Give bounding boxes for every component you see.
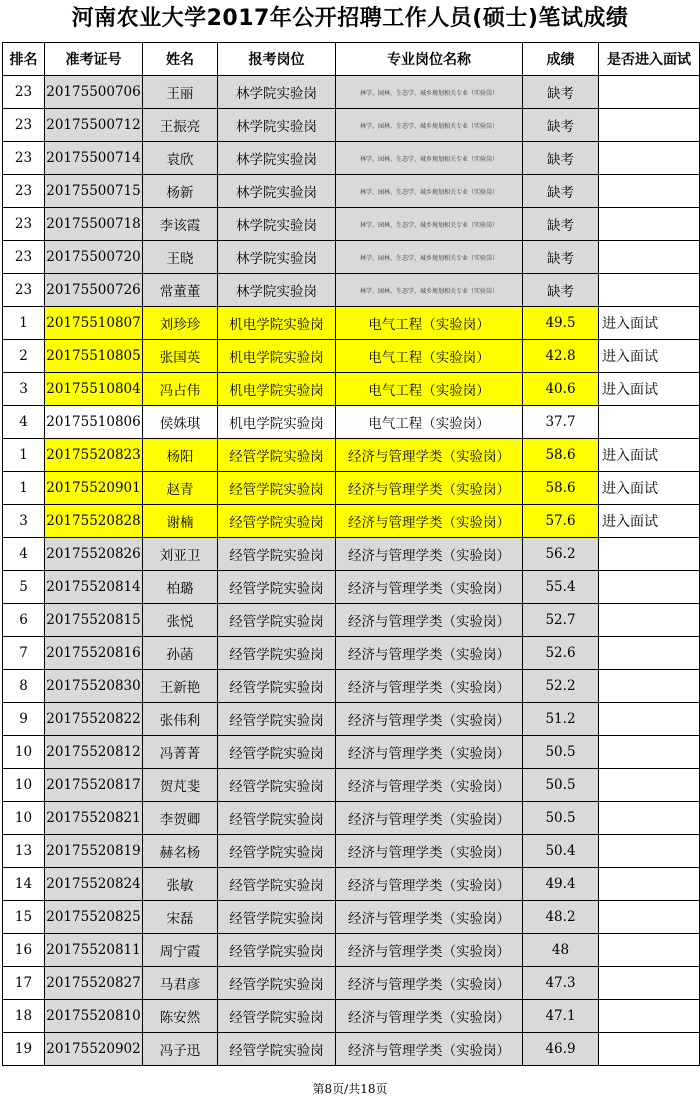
- post-cell: 经管学院实验岗: [218, 901, 336, 934]
- post-cell: 经管学院实验岗: [218, 769, 336, 802]
- exam-id-cell: 20175510806: [45, 406, 143, 439]
- rank-cell: 23: [3, 241, 45, 274]
- major-cell: 经济与管理学类（实验岗）: [336, 967, 523, 1000]
- score-cell: 42.8: [523, 340, 599, 373]
- exam-id-cell: 20175510804: [45, 373, 143, 406]
- score-cell: 缺考: [523, 274, 599, 307]
- exam-id-cell: 20175520814: [45, 571, 143, 604]
- rank-cell: 23: [3, 208, 45, 241]
- interview-cell: [599, 703, 700, 736]
- post-cell: 林学院实验岗: [218, 142, 336, 175]
- table-row: [3, 406, 700, 439]
- interview-cell: [599, 769, 700, 802]
- table-row: [3, 637, 700, 670]
- rank-cell: 10: [3, 769, 45, 802]
- table-body: [3, 76, 700, 1066]
- interview-cell: [599, 802, 700, 835]
- name-cell: 杨新: [143, 175, 218, 208]
- table-row: [3, 967, 700, 1000]
- score-cell: 57.6: [523, 505, 599, 538]
- name-cell: 赵青: [143, 472, 218, 505]
- name-cell: 常董董: [143, 274, 218, 307]
- table-row: [3, 241, 700, 274]
- score-cell: 52.6: [523, 637, 599, 670]
- interview-cell: [599, 538, 700, 571]
- post-cell: 机电学院实验岗: [218, 307, 336, 340]
- post-cell: 林学院实验岗: [218, 274, 336, 307]
- exam-id-cell: 20175510807: [45, 307, 143, 340]
- table-row: [3, 604, 700, 637]
- rank-cell: 1: [3, 472, 45, 505]
- exam-id-cell: 20175520827: [45, 967, 143, 1000]
- name-cell: 贺芃斐: [143, 769, 218, 802]
- major-cell: 经济与管理学类（实验岗）: [336, 505, 523, 538]
- score-cell: 50.5: [523, 802, 599, 835]
- score-cell: 52.2: [523, 670, 599, 703]
- rank-cell: 19: [3, 1033, 45, 1066]
- scores-table: [2, 42, 700, 1066]
- exam-id-cell: 20175520824: [45, 868, 143, 901]
- table-row: [3, 340, 700, 373]
- table-row: [3, 868, 700, 901]
- name-cell: 刘珍珍: [143, 307, 218, 340]
- rank-cell: 15: [3, 901, 45, 934]
- exam-id-cell: 20175520826: [45, 538, 143, 571]
- name-cell: 王晓: [143, 241, 218, 274]
- major-cell: 经济与管理学类（实验岗）: [336, 472, 523, 505]
- exam-id-cell: 20175520816: [45, 637, 143, 670]
- major-cell: 电气工程（实验岗）: [336, 373, 523, 406]
- interview-cell: [599, 571, 700, 604]
- rank-cell: 23: [3, 109, 45, 142]
- major-cell: 经济与管理学类（实验岗）: [336, 1033, 523, 1066]
- name-cell: 张悦: [143, 604, 218, 637]
- major-cell: 林学、园林、生态学、城乡规划相关专业（实验岗）: [336, 142, 523, 175]
- name-cell: 冯子迅: [143, 1033, 218, 1066]
- interview-cell: [599, 934, 700, 967]
- exam-id-cell: 20175500712: [45, 109, 143, 142]
- major-cell: 经济与管理学类（实验岗）: [336, 670, 523, 703]
- score-cell: 49.5: [523, 307, 599, 340]
- rank-cell: 8: [3, 670, 45, 703]
- interview-cell: [599, 1033, 700, 1066]
- score-cell: 47.1: [523, 1000, 599, 1033]
- major-cell: 经济与管理学类（实验岗）: [336, 901, 523, 934]
- rank-cell: 17: [3, 967, 45, 1000]
- exam-id-cell: 20175520812: [45, 736, 143, 769]
- name-cell: 马君彦: [143, 967, 218, 1000]
- interview-cell: 进入面试: [599, 505, 700, 538]
- exam-id-cell: 20175520830: [45, 670, 143, 703]
- exam-id-cell: 20175500715: [45, 175, 143, 208]
- major-cell: 电气工程（实验岗）: [336, 340, 523, 373]
- score-cell: 缺考: [523, 142, 599, 175]
- major-cell: 经济与管理学类（实验岗）: [336, 1000, 523, 1033]
- score-cell: 56.2: [523, 538, 599, 571]
- rank-cell: 9: [3, 703, 45, 736]
- name-cell: 李贺卿: [143, 802, 218, 835]
- post-cell: 林学院实验岗: [218, 208, 336, 241]
- name-cell: 杨阳: [143, 439, 218, 472]
- major-cell: 经济与管理学类（实验岗）: [336, 538, 523, 571]
- post-cell: 经管学院实验岗: [218, 505, 336, 538]
- post-cell: 经管学院实验岗: [218, 1033, 336, 1066]
- score-cell: 46.9: [523, 1033, 599, 1066]
- name-cell: 王振亮: [143, 109, 218, 142]
- major-cell: 电气工程（实验岗）: [336, 406, 523, 439]
- name-cell: 刘亚卫: [143, 538, 218, 571]
- name-cell: 孙菡: [143, 637, 218, 670]
- exam-id-cell: 20175520819: [45, 835, 143, 868]
- exam-id-cell: 20175510805: [45, 340, 143, 373]
- score-cell: 55.4: [523, 571, 599, 604]
- table-row: [3, 769, 700, 802]
- exam-id-cell: 20175500706: [45, 76, 143, 109]
- major-cell: 经济与管理学类（实验岗）: [336, 637, 523, 670]
- table-row: [3, 538, 700, 571]
- table-row: [3, 373, 700, 406]
- exam-id-cell: 20175520902: [45, 1033, 143, 1066]
- exam-id-cell: 20175520815: [45, 604, 143, 637]
- rank-cell: 18: [3, 1000, 45, 1033]
- table-row: [3, 736, 700, 769]
- table-row: [3, 76, 700, 109]
- table-row: [3, 109, 700, 142]
- exam-id-cell: 20175520810: [45, 1000, 143, 1033]
- table-row: [3, 472, 700, 505]
- score-cell: 48: [523, 934, 599, 967]
- header-exam-id: 准考证号: [45, 43, 143, 76]
- score-cell: 58.6: [523, 439, 599, 472]
- interview-cell: [599, 406, 700, 439]
- name-cell: 张敏: [143, 868, 218, 901]
- post-cell: 经管学院实验岗: [218, 571, 336, 604]
- name-cell: 侯姝琪: [143, 406, 218, 439]
- post-cell: 林学院实验岗: [218, 175, 336, 208]
- post-cell: 经管学院实验岗: [218, 835, 336, 868]
- exam-id-cell: 20175520817: [45, 769, 143, 802]
- score-cell: 50.5: [523, 769, 599, 802]
- rank-cell: 14: [3, 868, 45, 901]
- table-row: [3, 835, 700, 868]
- header-major: 专业岗位名称: [336, 43, 523, 76]
- header-name: 姓名: [143, 43, 218, 76]
- post-cell: 机电学院实验岗: [218, 340, 336, 373]
- score-cell: 缺考: [523, 109, 599, 142]
- major-cell: 电气工程（实验岗）: [336, 307, 523, 340]
- interview-cell: [599, 175, 700, 208]
- rank-cell: 10: [3, 736, 45, 769]
- post-cell: 经管学院实验岗: [218, 1000, 336, 1033]
- rank-cell: 23: [3, 274, 45, 307]
- rank-cell: 16: [3, 934, 45, 967]
- table-row: [3, 901, 700, 934]
- rank-cell: 4: [3, 538, 45, 571]
- post-cell: 林学院实验岗: [218, 109, 336, 142]
- post-cell: 经管学院实验岗: [218, 934, 336, 967]
- exam-id-cell: 20175520825: [45, 901, 143, 934]
- major-cell: 经济与管理学类（实验岗）: [336, 736, 523, 769]
- rank-cell: 7: [3, 637, 45, 670]
- post-cell: 经管学院实验岗: [218, 439, 336, 472]
- interview-cell: 进入面试: [599, 373, 700, 406]
- post-cell: 经管学院实验岗: [218, 670, 336, 703]
- interview-cell: [599, 274, 700, 307]
- table-row: [3, 1033, 700, 1066]
- table-row: [3, 934, 700, 967]
- major-cell: 经济与管理学类（实验岗）: [336, 769, 523, 802]
- name-cell: 王丽: [143, 76, 218, 109]
- post-cell: 经管学院实验岗: [218, 538, 336, 571]
- rank-cell: 2: [3, 340, 45, 373]
- major-cell: 经济与管理学类（实验岗）: [336, 571, 523, 604]
- name-cell: 张伟利: [143, 703, 218, 736]
- score-cell: 缺考: [523, 208, 599, 241]
- rank-cell: 6: [3, 604, 45, 637]
- rank-cell: 3: [3, 373, 45, 406]
- score-cell: 58.6: [523, 472, 599, 505]
- name-cell: 袁欣: [143, 142, 218, 175]
- name-cell: 谢楠: [143, 505, 218, 538]
- document-title: 河南农业大学2017年公开招聘工作人员(硕士)笔试成绩: [71, 6, 629, 31]
- exam-id-cell: 20175520828: [45, 505, 143, 538]
- interview-cell: [599, 109, 700, 142]
- table-row: [3, 142, 700, 175]
- major-cell: 林学、园林、生态学、城乡规划相关专业（实验岗）: [336, 76, 523, 109]
- exam-id-cell: 20175520811: [45, 934, 143, 967]
- major-cell: 经济与管理学类（实验岗）: [336, 835, 523, 868]
- score-cell: 48.2: [523, 901, 599, 934]
- table-row: [3, 571, 700, 604]
- table-row: [3, 505, 700, 538]
- name-cell: 陈安然: [143, 1000, 218, 1033]
- interview-cell: 进入面试: [599, 472, 700, 505]
- post-cell: 经管学院实验岗: [218, 967, 336, 1000]
- exam-id-cell: 20175500726: [45, 274, 143, 307]
- rank-cell: 10: [3, 802, 45, 835]
- name-cell: 赫名杨: [143, 835, 218, 868]
- interview-cell: [599, 670, 700, 703]
- table-row: [3, 274, 700, 307]
- name-cell: 李该霞: [143, 208, 218, 241]
- exam-id-cell: 20175500714: [45, 142, 143, 175]
- rank-cell: 13: [3, 835, 45, 868]
- page-footer: 第8页/共18页: [312, 1082, 388, 1096]
- score-cell: 50.4: [523, 835, 599, 868]
- post-cell: 经管学院实验岗: [218, 736, 336, 769]
- major-cell: 经济与管理学类（实验岗）: [336, 802, 523, 835]
- post-cell: 林学院实验岗: [218, 241, 336, 274]
- rank-cell: 23: [3, 142, 45, 175]
- score-cell: 50.5: [523, 736, 599, 769]
- name-cell: 宋磊: [143, 901, 218, 934]
- major-cell: 经济与管理学类（实验岗）: [336, 604, 523, 637]
- header-post: 报考岗位: [218, 43, 336, 76]
- major-cell: 经济与管理学类（实验岗）: [336, 439, 523, 472]
- header-interview: 是否进入面试: [599, 43, 700, 76]
- name-cell: 柏璐: [143, 571, 218, 604]
- name-cell: 冯菁菁: [143, 736, 218, 769]
- table-row: [3, 703, 700, 736]
- interview-cell: [599, 208, 700, 241]
- post-cell: 经管学院实验岗: [218, 703, 336, 736]
- score-cell: 49.4: [523, 868, 599, 901]
- rank-cell: 5: [3, 571, 45, 604]
- name-cell: 王新艳: [143, 670, 218, 703]
- name-cell: 张国英: [143, 340, 218, 373]
- post-cell: 经管学院实验岗: [218, 802, 336, 835]
- exam-id-cell: 20175500718: [45, 208, 143, 241]
- header-rank: 排名: [3, 43, 45, 76]
- major-cell: 林学、园林、生态学、城乡规划相关专业（实验岗）: [336, 109, 523, 142]
- rank-cell: 1: [3, 307, 45, 340]
- table-row: [3, 1000, 700, 1033]
- table-row: [3, 175, 700, 208]
- exam-id-cell: 20175520821: [45, 802, 143, 835]
- major-cell: 林学、园林、生态学、城乡规划相关专业（实验岗）: [336, 175, 523, 208]
- post-cell: 经管学院实验岗: [218, 868, 336, 901]
- interview-cell: [599, 604, 700, 637]
- score-cell: 37.7: [523, 406, 599, 439]
- exam-id-cell: 20175520901: [45, 472, 143, 505]
- interview-cell: [599, 736, 700, 769]
- header-score: 成绩: [523, 43, 599, 76]
- post-cell: 经管学院实验岗: [218, 604, 336, 637]
- name-cell: 冯占伟: [143, 373, 218, 406]
- rank-cell: 23: [3, 175, 45, 208]
- interview-cell: [599, 76, 700, 109]
- score-cell: 51.2: [523, 703, 599, 736]
- major-cell: 林学、园林、生态学、城乡规划相关专业（实验岗）: [336, 208, 523, 241]
- interview-cell: [599, 901, 700, 934]
- major-cell: 经济与管理学类（实验岗）: [336, 868, 523, 901]
- table-row: [3, 307, 700, 340]
- score-cell: 52.7: [523, 604, 599, 637]
- rank-cell: 1: [3, 439, 45, 472]
- rank-cell: 4: [3, 406, 45, 439]
- post-cell: 机电学院实验岗: [218, 406, 336, 439]
- interview-cell: [599, 241, 700, 274]
- interview-cell: 进入面试: [599, 340, 700, 373]
- score-cell: 缺考: [523, 241, 599, 274]
- interview-cell: [599, 1000, 700, 1033]
- score-cell: 47.3: [523, 967, 599, 1000]
- exam-id-cell: 20175520822: [45, 703, 143, 736]
- major-cell: 经济与管理学类（实验岗）: [336, 934, 523, 967]
- table-row: [3, 802, 700, 835]
- rank-cell: 3: [3, 505, 45, 538]
- table-header-row: [3, 43, 700, 76]
- post-cell: 经管学院实验岗: [218, 637, 336, 670]
- score-cell: 缺考: [523, 76, 599, 109]
- interview-cell: 进入面试: [599, 439, 700, 472]
- interview-cell: [599, 637, 700, 670]
- interview-cell: [599, 142, 700, 175]
- major-cell: 林学、园林、生态学、城乡规划相关专业（实验岗）: [336, 274, 523, 307]
- post-cell: 机电学院实验岗: [218, 373, 336, 406]
- interview-cell: [599, 835, 700, 868]
- table-row: [3, 208, 700, 241]
- interview-cell: 进入面试: [599, 307, 700, 340]
- exam-id-cell: 20175520823: [45, 439, 143, 472]
- interview-cell: [599, 868, 700, 901]
- major-cell: 经济与管理学类（实验岗）: [336, 703, 523, 736]
- exam-id-cell: 20175500720: [45, 241, 143, 274]
- table-row: [3, 439, 700, 472]
- post-cell: 经管学院实验岗: [218, 472, 336, 505]
- name-cell: 周宁霞: [143, 934, 218, 967]
- table-row: [3, 670, 700, 703]
- major-cell: 林学、园林、生态学、城乡规划相关专业（实验岗）: [336, 241, 523, 274]
- post-cell: 林学院实验岗: [218, 76, 336, 109]
- rank-cell: 23: [3, 76, 45, 109]
- score-cell: 缺考: [523, 175, 599, 208]
- score-cell: 40.6: [523, 373, 599, 406]
- interview-cell: [599, 967, 700, 1000]
